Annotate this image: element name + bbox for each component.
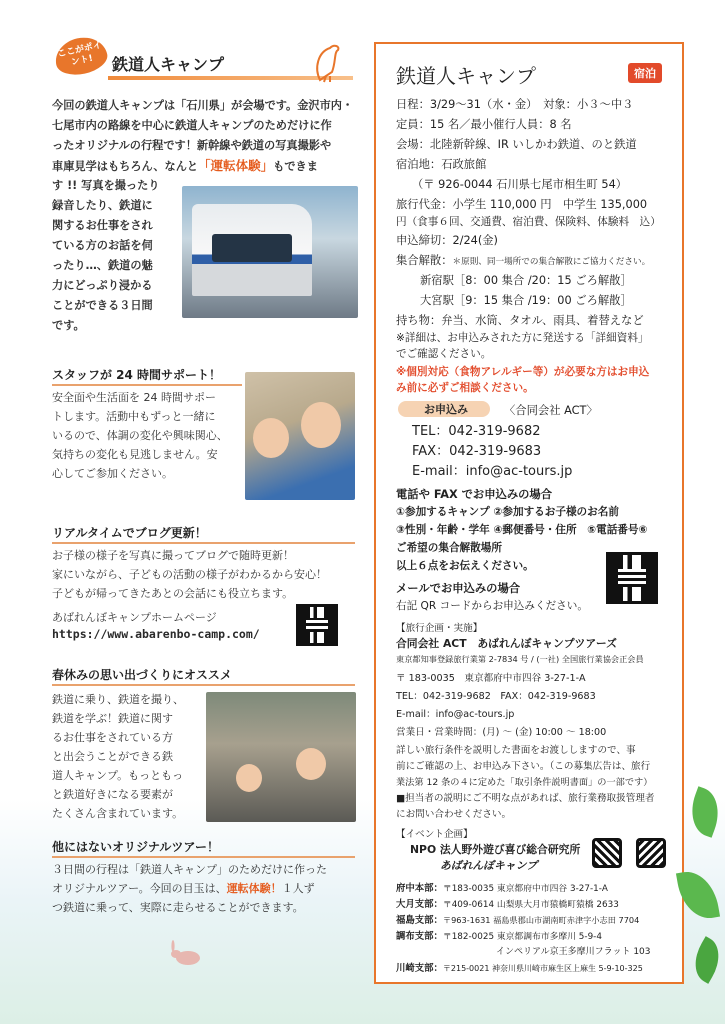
detail-note-2: でご確認ください。	[396, 348, 492, 360]
info-price-detail: 円（食事６回、交通費、宿泊費、保険料、体験料 込）	[396, 216, 661, 228]
section-divider	[52, 384, 242, 386]
section-title-support: スタッフが 24 時間サポート！	[52, 368, 222, 382]
info-price: 旅行代金：小学生 110,000 円 中学生 135,000	[396, 198, 648, 211]
org-address: 〒 183-0035 東京都府中市四谷 3-27-1-A	[396, 673, 586, 684]
org-email[interactable]: E-mail：info@ac-tours.jp	[396, 709, 515, 720]
section-title-blog: リアルタイムでブログ更新！	[52, 526, 207, 540]
apply-company: 〈合同会社 ACT〉	[504, 404, 598, 417]
detail-note: ※詳細は、お申込みされた方に発送する「詳細資料」	[396, 332, 649, 344]
section-title-original: 他にはないオリジナルツアー！	[52, 840, 220, 854]
org-note-5: にお問い合わせください。	[396, 809, 512, 820]
org-license: 東京都知事登録旅行業第 2-7834 号 / (一社) 全国旅行業協会正会員	[396, 654, 644, 664]
section-text-blog: お子様の様子を写真に撮ってブログで随時更新！ 家にいながら、子どもの活動の様子がわかるから安心！ 子どもが帰ってきたあとの会話にも役立ちます。	[52, 549, 327, 600]
event-name-1: NPO 法人野外遊び喜び総合研究所	[410, 843, 581, 856]
branch-fukushima: 福島支部：〒963-1631 福島県郡山市湖南町赤津字小志田 7704	[396, 915, 640, 926]
mail-title: メールでお申込みの場合	[396, 582, 521, 595]
org-telfax: TEL：042-319-9682 FAX：042-319-9683	[396, 691, 596, 702]
apply-tel[interactable]: TEL：042-319-9682	[412, 424, 541, 439]
info-schedule: 日程：3/29～31（水・金） 対象：小３～中３	[396, 98, 634, 111]
info-capacity: 定員：15 名／最小催行人員：8 名	[396, 118, 572, 131]
info-venue: 会場：北陸新幹線、IR いしかわ鉄道、のと鉄道	[396, 138, 637, 151]
info-meeting: 集合解散：＊原則、同一場所での集合解散にご協力ください。	[396, 254, 651, 267]
apply-fax: FAX：042-319-9683	[412, 444, 542, 459]
point-badge: ここがポイント!	[52, 33, 110, 79]
allergy-note: ※個別対応（食物アレルギー等）が必要な方はお申込	[396, 366, 650, 378]
branch-otsuki: 大月支部：〒409-0614 山梨県大月市猿橋町猿橋 2633	[396, 899, 619, 910]
homepage-link[interactable]: https://www.abarenbo-camp.com/	[52, 627, 260, 641]
meeting-shinjuku: 新宿駅［8：00 集合 /20：15 ごろ解散］	[420, 274, 632, 287]
instagram-icon[interactable]	[636, 838, 666, 868]
overnight-tag: 宿泊	[628, 63, 662, 83]
branch-kawasaki: 川崎支部：〒215-0021 神奈川県川崎市麻生区上麻生 5-9-10-325	[396, 963, 643, 974]
event-name-2: あばれんぼキャンプ	[440, 859, 538, 872]
homepage-label: あばれんぼキャンプホームページ	[52, 611, 217, 624]
org-note-4: ■担当者の説明にご不明な点があれば、旅行業務取扱管理者	[396, 793, 655, 804]
org-hours: 営業日・営業時間：(月) ～ (金) 10:00 ～ 18:00	[396, 727, 607, 738]
page-title: 鉄道人キャンプ	[112, 55, 225, 74]
staff-with-child-photo	[245, 372, 355, 500]
facebook-icon[interactable]	[592, 838, 622, 868]
leaf-icon	[683, 786, 725, 838]
event-head: 【イベント企画】	[396, 829, 473, 840]
section-text-support: 安全面や生活面を 24 時間サポー トします。活動中もずっと一緒に いるので、体調の変化や興味関心、 気持ちの変化も見逃しません。安 心してご参加ください。	[52, 391, 228, 480]
section-text-original: ３日間の行程は「鉄道人キャンプ」のためだけに作った オリジナルツアー。今回の目玉は、運転体験！１人ず つ鉄道に乗って、実際に走らせることができます。	[52, 863, 327, 914]
section-divider	[52, 542, 355, 544]
phone-fax-line-2: ③性別・年齢・学年 ④郵便番号・住所 ⑤電話番号⑥	[396, 524, 648, 536]
branch-chofu-building: インペリアル京王多摩川フラット 103	[496, 947, 651, 957]
bird-icon	[312, 40, 344, 84]
apply-email[interactable]: E-mail：info@ac-tours.jp	[412, 464, 573, 479]
org-note-3: 業法第 12 条の４に定めた「取引条件説明書面」の一部です）	[396, 777, 653, 788]
allergy-note-2: み前に必ずご相談ください。	[396, 382, 534, 394]
org-note-1: 詳しい旅行条件を説明した書面をお渡ししますので、事	[396, 745, 636, 756]
section-title-spring: 春休みの思い出づくりにオススメ	[52, 668, 232, 682]
section-divider	[52, 684, 355, 686]
qr-code-icon[interactable]	[296, 604, 338, 646]
rabbit-icon	[166, 940, 206, 968]
qr-code-icon[interactable]	[606, 552, 658, 604]
intro-text: 今回の鉄道人キャンプは「石川県」が会場です。金沢市内・ 七尾市内の路線を中心に鉄道人キャンプのためだけに作 ったオリジナルの行程です！新幹線や鉄道の写真撮影や 車庫見学はもちろん、なんと「運転体験」もできま	[52, 99, 354, 173]
phone-fax-line-3: ご希望の集合解散場所	[396, 542, 502, 554]
info-lodging: 宿泊地：石政旅館	[396, 158, 487, 171]
meeting-omiya: 大宮駅［9：15 集合 /19：00 ごろ解散］	[420, 294, 632, 307]
section-text-spring: 鉄道に乗り、鉄道を撮り、 鉄道を学ぶ！鉄道に関す るお仕事をされている方 と出会うことができる鉄 道人キャンプ。もっともっ と鉄道好きになる要素が たくさん含まれています。	[52, 693, 184, 820]
info-lodging-address: （〒 926-0044 石川県七尾市相生町 54）	[412, 178, 628, 191]
mail-line: 右記 QR コードからお申込みください。	[396, 600, 588, 612]
phone-fax-title: 電話や FAX でお申込みの場合	[396, 488, 553, 501]
org-head: 【旅行企画・実施】	[396, 623, 483, 634]
info-title: 鉄道人キャンプ	[396, 64, 536, 88]
section-divider	[52, 856, 355, 858]
org-name: 合同会社 ACT あばれんぼキャンプツアーズ	[396, 637, 617, 650]
org-note-2: 前にご確認の上、お申込み下さい。（この募集広告は、旅行	[396, 761, 651, 772]
apply-label: お申込み	[424, 403, 468, 416]
info-deadline: 申込締切：2/24(金)	[396, 234, 498, 247]
children-railway-photo	[206, 692, 356, 822]
phone-fax-line-4: 以上６点をお伝えください。	[396, 560, 534, 572]
info-belongings: 持ち物：弁当、水筒、タオル、雨具、着替えなど	[396, 314, 644, 327]
branch-fuchu: 府中本部：〒183-0035 東京都府中市四谷 3-27-1-A	[396, 883, 608, 894]
phone-fax-line-1: ①参加するキャンプ ②参加するお子様のお名前	[396, 506, 619, 518]
train-photo	[182, 186, 358, 318]
branch-chofu: 調布支部：〒182-0025 東京都調布市多摩川 5-9-4	[396, 931, 602, 942]
intro-text-continued: す !! 写真を撮ったり 録音したり、鉄道に 関するお仕事をされ ている方のお話を伺 ったり…、鉄道の魅 力にどっぷり浸かる ことができる３日間 です。	[52, 179, 160, 332]
